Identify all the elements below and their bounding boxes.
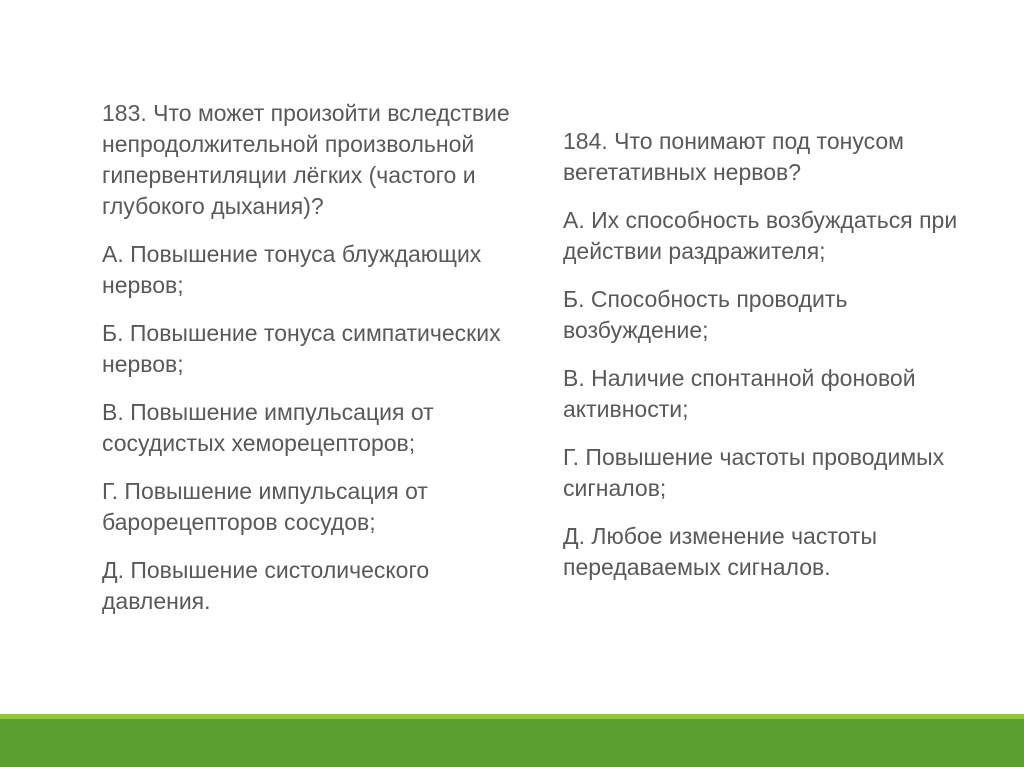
- question-183-answer-e: Д. Повышение систолического давления.: [102, 557, 430, 614]
- question-184-answer-b: Б. Способность проводить возбуждение;: [563, 286, 848, 343]
- question-184-answer-a: А. Их способность возбуждаться при действии раздражителя;: [563, 207, 958, 264]
- question-183-answer-c: В. Повышение импульсация от сосудистых хеморецепторов;: [102, 399, 434, 456]
- question-183-block: [102, 98, 522, 634]
- question-184-block: [563, 126, 983, 600]
- bottom-decorative-bar: [0, 714, 1024, 767]
- question-183-answer-d: Г. Повышение импульсация от барорецепторов сосудов;: [102, 478, 428, 535]
- bottom-bar-accent-line: [0, 714, 1024, 719]
- question-184-answer-c: В. Наличие спонтанной фоновой активности;: [563, 365, 916, 422]
- question-183-text: 183. Что может произойти вследствие непродолжительной произвольной гипервентиляции лёгких (частого и глубокого дыхания)?: [102, 100, 510, 219]
- question-183-answer-a: А. Повышение тонуса блуждающих нервов;: [102, 241, 482, 298]
- question-184-answer-d: Г. Повышение частоты проводимых сигналов;: [563, 444, 945, 501]
- question-184-answer-e: Д. Любое изменение частоты передаваемых сигналов.: [563, 523, 877, 580]
- question-184-text: 184. Что понимают под тонусом вегетативных нервов?: [563, 128, 904, 185]
- question-183-answer-b: Б. Повышение тонуса симпатических нервов;: [102, 320, 501, 377]
